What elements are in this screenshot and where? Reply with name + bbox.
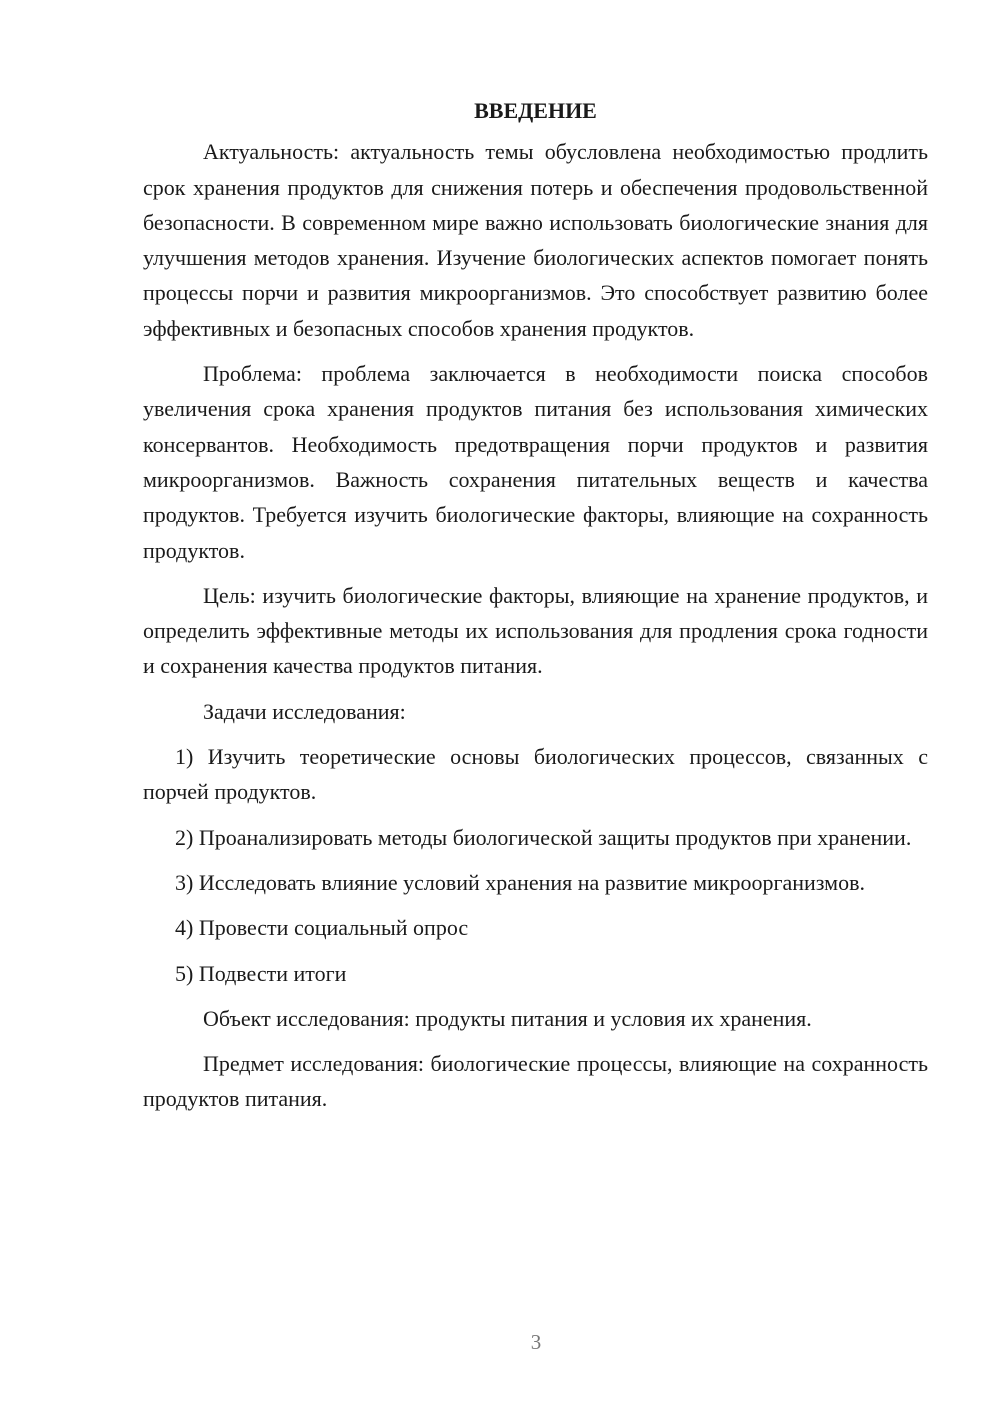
paragraph-subject: Предмет исследования: биологические процессы, влияющие на сохранность продуктов питания. [143, 1051, 928, 1112]
task-item-3: 3) Исследовать влияние условий хранения на развитие микроорганизмов. [175, 869, 865, 895]
paragraph-relevance: Актуальность: актуальность темы обусловлена необходимостью продлить срок хранения продуктов для снижения потерь и обеспечения продовольственной безопасности. В современном мире важно использовать биологические знания для улучшения методов хранения. Изучение биологических аспектов помогает понять процессы порчи и развития микроорганизмов. Это способствует развитию более эффективных и безопасных способов хранения продуктов. [143, 139, 928, 341]
paragraph-object: Объект исследования: продукты питания и условия их хранения. [203, 1005, 812, 1031]
task-item-5: 5) Подвести итоги [175, 960, 347, 986]
page-number: 3 [530, 1330, 542, 1354]
task-item-2: 2) Проанализировать методы биологической защиты продуктов при хранении. [175, 824, 912, 850]
paragraph-goal: Цель: изучить биологические факторы, влияющие на хранение продуктов, и определить эффективные методы их использования для продления срока годности и сохранения качества продуктов питания. [143, 582, 928, 679]
paragraph-problem: Проблема: проблема заключается в необходимости поиска способов увеличения срока хранения продуктов питания без использования химических консервантов. Необходимость предотвращения порчи продуктов и развития микроорганизмов. Важность сохранения питательных веществ и качества продуктов. Требуется изучить биологические факторы, влияющие на сохранность продуктов. [143, 361, 928, 563]
task-item-1: 1) Изучить теоретические основы биологических процессов, связанных с порчей продуктов. [143, 744, 928, 805]
paragraph-tasks-heading: Задачи исследования: [203, 698, 406, 724]
page-content [143, 93, 928, 1127]
task-item-4: 4) Провести социальный опрос [175, 915, 469, 941]
section-title: ВВЕДЕНИЕ [474, 98, 597, 123]
